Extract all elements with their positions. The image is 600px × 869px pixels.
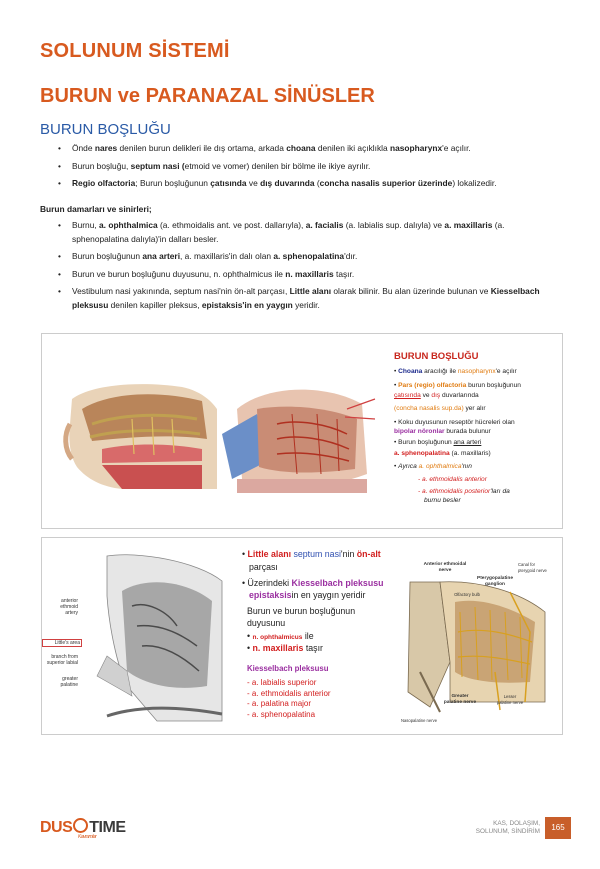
panel-line: • Pars (regio) olfactoria burun boşluğunun [394,382,521,389]
panel-line: • Burun boşluğunun ana arteri [394,439,482,446]
label-greater-palatine-nerve: Greater palatine nerve [443,694,477,705]
list-item: • Burun boşluğu, septum nasi (etmoid ve vomer) denilen bir bölme ile ikiye ayrılır. [58,160,548,174]
label-lesser-palatine-nerve: Lesser palatine nerve [496,694,524,705]
tooth-icon [73,818,88,833]
panel-line: burnu besler [424,497,461,504]
list-item: • Önde nares denilen burun delikleri ile dış ortama, arkada choana denilen iki açıklıkla nasopharynx'e açılır. [58,142,548,156]
panel-line: • Choana aracılığı ile nasopharynx'e açılır [394,368,517,375]
septum-figure-panel [41,537,563,735]
brand-logo: DUS TIME Kavramlar [40,819,126,840]
kiesselbach-heading: Kiesselbach pleksusu [247,664,329,673]
nasal-cavity-figure-panel [41,333,563,529]
panel-line: • n. ophthalmicus ile [247,631,314,641]
chapter-title: SOLUNUM SİSTEMİ [40,40,230,62]
panel-heading: BURUN BOŞLUĞU [394,351,479,362]
panel-line: • n. maxillaris taşır [247,643,323,653]
page-number: 165 [545,817,571,839]
septum-artery-illustration [87,546,227,726]
list-item: - a. ethmoidalis anterior [247,688,331,698]
label-branch-superior-labial: branch from superior labial [46,654,78,666]
panel-line: • Üzerindeki Kiesselbach pleksusu [242,578,384,588]
intro-bullets [58,142,548,195]
panel-line: • Little alanı septum nasi'nin ön-alt [242,549,381,559]
list-item: - a. sphenopalatina [247,709,316,719]
vessel-nerve-bullets [58,219,548,316]
label-nasopalatine-nerve: Nasopalatine nerve [400,718,438,723]
label-anterior-ethmoid-artery: anterior ethmoid artery [60,598,78,616]
label-littles-area: Little's area [42,639,82,647]
panel-line: (concha nasalis sup.da) yer alır [394,405,486,412]
list-item: • Regio olfactoria; Burun boşluğunun çatısında ve dış duvarında (concha nasalis superior üzerinde) lokalizedir. [58,177,548,191]
label-pterygoid-canal: Canal for pterygoid nerve [518,562,547,573]
panel-line: duyusunu [247,618,286,628]
label-pterygopalatine-ganglion: Pterygopalatine ganglion [477,576,513,587]
subsection-title: BURUN BOŞLUĞU [40,121,171,138]
panel-line: parçası [249,562,278,572]
panel-line: a. sphenopalatina (a. maxillaris) [394,450,491,457]
panel-line: Burun ve burun boşluğunun [247,606,356,616]
list-item: • Burun ve burun boşluğunu duyusunu, n. ophthalmicus ile n. maxillaris taşır. [58,268,548,282]
sagittal-head-illustration [62,379,227,494]
list-item: • Burnu, a. ophthalmica (a. ethmoidalis ant. ve post. dallarıyla), a. facialis (a. labialis sup. dalıyla) ve a. maxillaris (a. sphenopalatina dalıyla)'in dalları besler. [58,219,548,246]
kiesselbach-list [247,678,331,720]
list-item: • Burun boşluğunun ana arteri, a. maxillaris'in dalı olan a. sphenopalatina'dır. [58,250,548,264]
subheading: Burun damarları ve sinirleri; [40,204,152,214]
section-title: BURUN ve PARANAZAL SİNÜSLER [40,85,375,107]
list-item: • Vestibulum nasi yakınında, septum nasi'nin ön-alt parçası, Little alanı olarak bilinir. Bu alan üzerinde bulunan ve Kiesselbach pleksusu denilen kapiller pleksus, epistaksis'in en yaygın yeridir. [58,285,548,312]
panel-line: - a. ethmoidalis anterior [418,476,487,483]
footer-category: KAS, DOLAŞIM, SOLUNUM, SİNDİRİM [475,820,540,835]
panel-line: - a. ethmoidalis posterior'ları da [418,488,510,495]
label-greater-palatine: greater palatine [60,676,78,688]
panel-line: • Ayrıca a. ophthalmica'nın [394,463,472,470]
panel-line: epistaksisin en yaygın yeridir [249,590,366,600]
panel-line: çatısında ve dış duvarlarında [394,392,479,399]
label-anterior-ethmoidal-nerve: Anterior ethmoidal nerve [423,562,467,573]
panel-line: • Koku duyusunun reseptör hücreleri olan [394,419,515,426]
label-olfactory-bulb: Olfactory bulb [454,592,480,597]
panel-line: bipolar nöronlar burada bulunur [394,428,491,435]
lateral-wall-artery-illustration [217,379,377,497]
list-item: - a. palatina major [247,699,312,708]
list-item: - a. labialis superior [247,678,317,687]
